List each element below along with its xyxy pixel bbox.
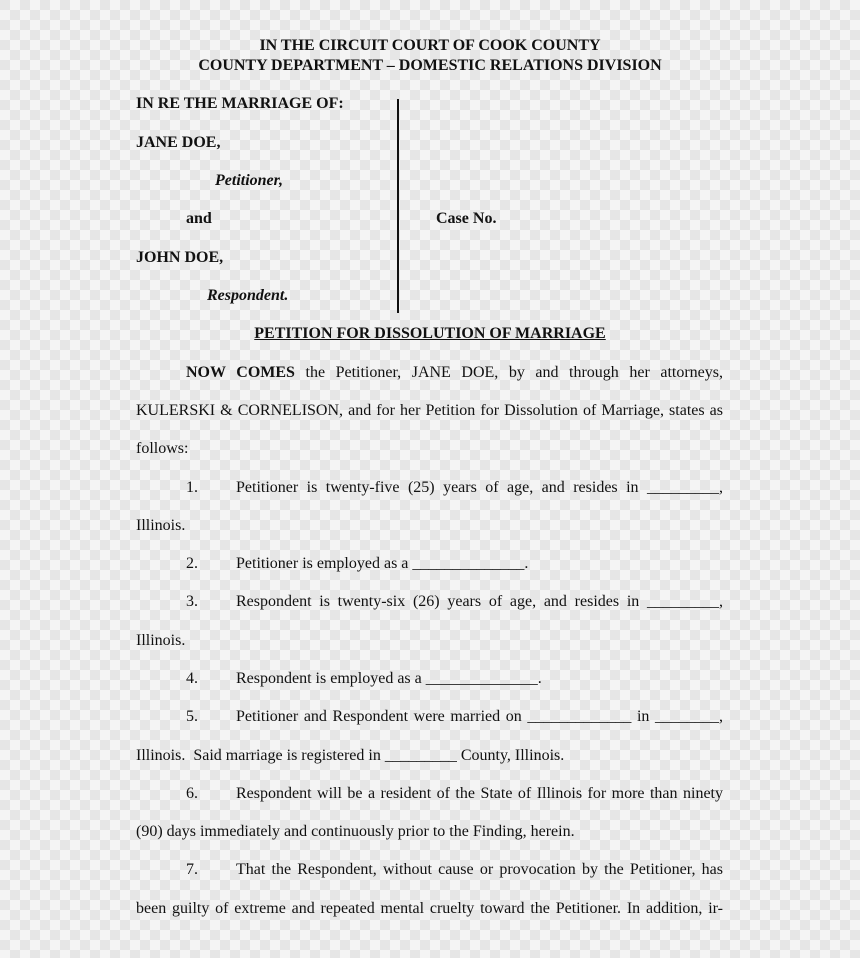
intro-line-1-text: the Petitioner, JANE DOE, by and through her attorneys,: [294, 364, 723, 381]
paragraph-number: 4.: [186, 670, 198, 687]
respondent-role: Respondent.: [207, 287, 289, 304]
intro-line-3: follows:: [136, 440, 189, 457]
paragraph-6-line-2: (90) days immediately and continuously prior to the Finding, herein.: [136, 823, 575, 840]
petitioner-role: Petitioner,: [215, 172, 283, 189]
paragraph-4-line-1: Respondent is employed as a ______________.: [236, 670, 542, 687]
paragraph-number: 1.: [186, 479, 198, 496]
court-name: IN THE CIRCUIT COURT OF COOK COUNTY: [259, 37, 601, 54]
paragraph-5-line-1: Petitioner and Respondent were married on _____________ in ________,: [236, 708, 723, 725]
paragraph-number: 7.: [186, 861, 198, 878]
and-label: and: [186, 210, 212, 227]
paragraph-number: 3.: [186, 593, 198, 610]
paragraph-number: 2.: [186, 555, 198, 572]
petitioner-name: JANE DOE,: [136, 134, 221, 151]
paragraph-1-line-1: Petitioner is twenty-five (25) years of age, and resides in _________,: [236, 479, 723, 496]
paragraph-1-line-2: Illinois.: [136, 517, 186, 534]
intro-lead: NOW COMES: [186, 364, 295, 381]
caption-divider: [397, 99, 399, 313]
paragraph-5-line-2: Illinois. Said marriage is registered in _________ County, Illinois.: [136, 747, 565, 764]
paragraph-number: 6.: [186, 785, 198, 802]
case-number-label: Case No.: [436, 210, 497, 227]
paragraph-7-line-2: been guilty of extreme and repeated mental cruelty toward the Petitioner. In addition, ir-: [136, 900, 723, 917]
paragraph-2-line-1: Petitioner is employed as a ______________.: [236, 555, 529, 572]
paragraph-3-line-1: Respondent is twenty-six (26) years of age, and resides in _________,: [236, 593, 723, 610]
court-division: COUNTY DEPARTMENT – DOMESTIC RELATIONS DIVISION: [198, 57, 662, 74]
petition-title: PETITION FOR DISSOLUTION OF MARRIAGE: [254, 325, 606, 342]
intro-line-1: [186, 363, 723, 383]
paragraph-6-line-1: Respondent will be a resident of the State of Illinois for more than ninety: [236, 785, 723, 802]
respondent-name: JOHN DOE,: [136, 249, 224, 266]
intro-line-2: KULERSKI & CORNELISON, and for her Petition for Dissolution of Marriage, states as: [136, 402, 723, 419]
paragraph-number: 5.: [186, 708, 198, 725]
in-re-heading: IN RE THE MARRIAGE OF:: [136, 95, 344, 112]
paragraph-3-line-2: Illinois.: [136, 632, 186, 649]
paragraph-7-line-1: That the Respondent, without cause or provocation by the Petitioner, has: [236, 861, 723, 878]
